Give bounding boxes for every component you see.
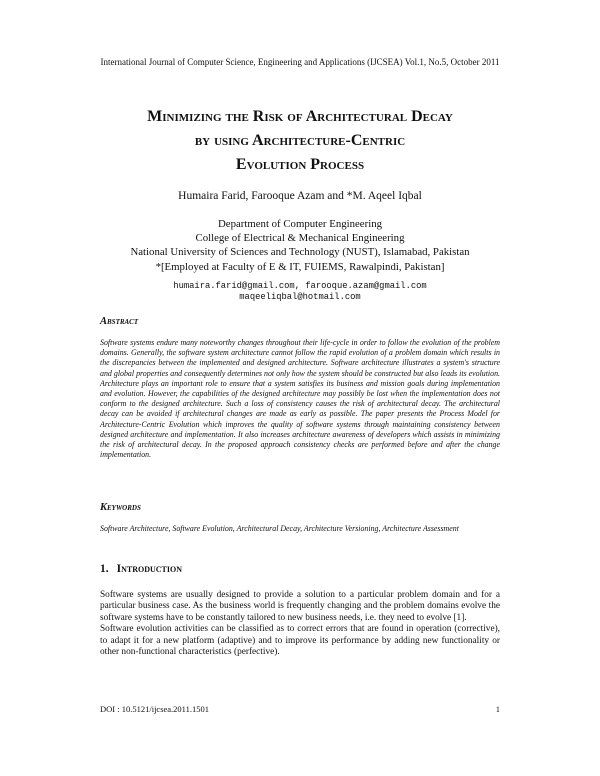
paper-title	[60, 105, 540, 177]
email-line: maqeeliqbal@hotmail.com	[239, 292, 361, 302]
affiliation-line: *[Employed at Faculty of E & IT, FUIEMS, Rawalpindi, Pakistan]	[155, 260, 445, 273]
abstract-text: Software systems endure many noteworthy changes throughout their life-cycle in order to follow the evolution of the problem domains. Generally, the software system architecture cannot follow the rapid evolution of a problem domain which results in the discrepancies between the implemented and designed architecture. Software architecture illustrates a system's structure and global properties and consequently determines not only how the system should be constructed but also leads its evolution. Architecture plays an important role to ensure that a system satisfies its business and mission goals during implementation and evolution. However, the capabilities of the designed architecture may possibly be lost when the implementation does not conform to the designed architecture. Such a loss of consistency causes the risk of architectural decay. The architectural decay can be avoided if architectural changes are made as early as possible. The paper presents the Process Model for Architecture-Centric Evolution which improves the quality of software systems through maintaining consistency between designed architecture and implementation. It also increases architecture awareness of developers which assists in minimizing the risk of architectural decay. In the proposed approach consistency checks are performed before and after the change implementation.	[100, 338, 500, 460]
affiliation-line: National University of Sciences and Technology (NUST), Islamabad, Pakistan	[130, 246, 470, 259]
authors: Humaira Farid, Farooque Azam and *M. Aqeel Iqbal	[178, 190, 422, 202]
introduction-body	[100, 590, 500, 658]
affiliation-line: College of Electrical & Mechanical Engineering	[195, 232, 405, 245]
abstract-heading: Abstract	[100, 316, 139, 327]
footer-doi: DOI : 10.5121/ijcsea.2011.1501	[100, 704, 209, 714]
title-line: Evolution Process	[235, 156, 365, 173]
section-number: 1.	[100, 563, 109, 575]
author-emails	[0, 281, 600, 303]
keywords-heading: Keywords	[100, 502, 141, 513]
email-line: humaira.farid@gmail.com, farooque.azam@gmail.com	[173, 281, 427, 291]
introduction-heading	[100, 563, 182, 575]
section-title: Introduction	[116, 563, 182, 575]
affiliation-line: Department of Computer Engineering	[217, 218, 382, 230]
running-header: International Journal of Computer Science, Engineering and Applications (IJCSEA) Vol.1, No.5, October 2011	[100, 57, 500, 67]
paragraph: Software systems are usually designed to provide a solution to a particular problem domain and for a particular business case. As the business world is frequently changing and the problem domains evolve the software systems have to be constantly tailored to new business needs, i.e. they need to evolve [1].	[100, 590, 500, 623]
page-number: 1	[495, 704, 500, 714]
paragraph: Software evolution activities can be classified as to correct errors that are found in operation (corrective), to adapt it for a new platform (adaptive) and to improve its performance by adding new functionality or other non-functional characteristics (perfective).	[100, 624, 500, 658]
keywords-text: Software Architecture, Software Evolution, Architectural Decay, Architecture Versioning, Architecture Assessment	[100, 524, 459, 533]
title-line: by using Architecture-Centric	[194, 132, 406, 149]
title-line: Minimizing the Risk of Architectural Decay	[147, 108, 453, 125]
affiliation	[0, 217, 600, 274]
